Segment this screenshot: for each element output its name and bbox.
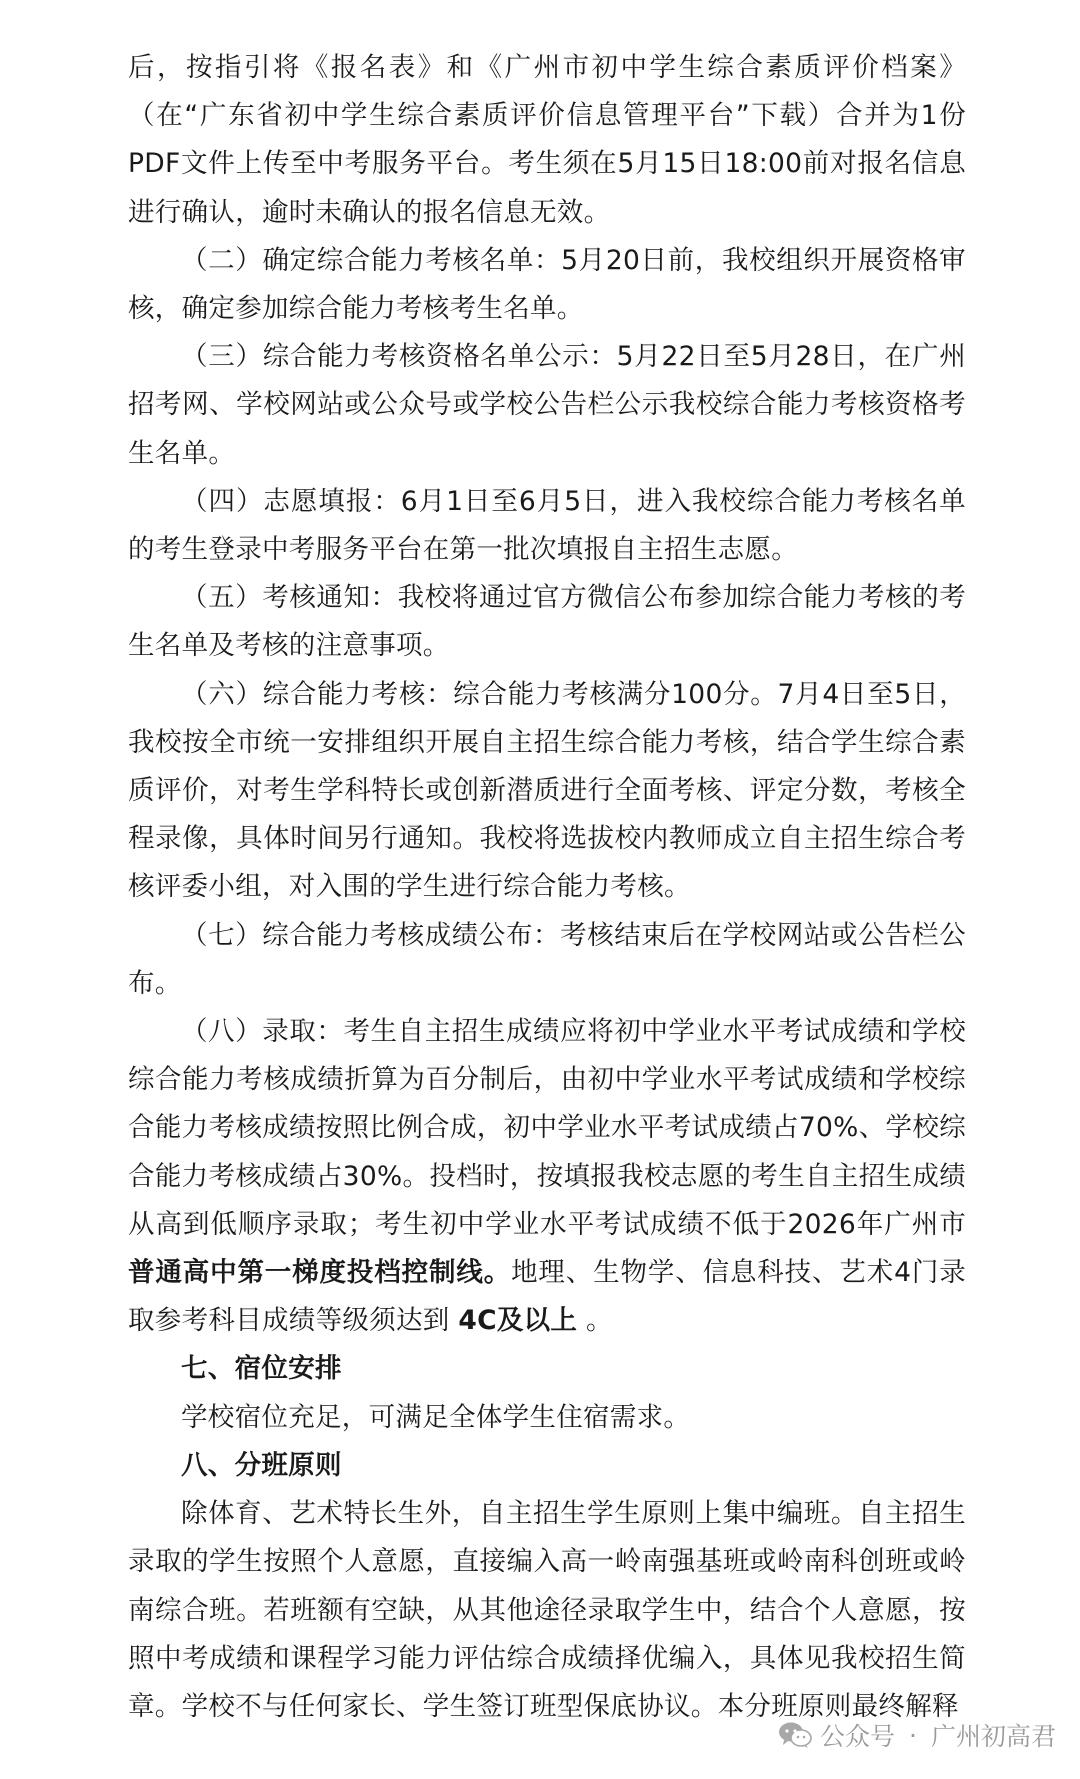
admission-text-3: 。 xyxy=(577,1305,613,1337)
paragraph-item-3: （三）综合能力考核资格名单公示：5月22日至5月28日，在广州招考网、学校网站或公众号或学校公告栏公示我校综合能力考核资格考生名单。 xyxy=(128,341,966,469)
wechat-icon xyxy=(778,1721,812,1749)
paragraph-registration-upload: 后，按指引将《报名表》和《广州市初中学生综合素质评价档案》（在“广东省初中学生综合素质评价信息管理平台”下载）合并为1份PDF文件上传至中考服务平台。考生须在5月15日18:00前对报名信息进行确认，逾时未确认的报名信息无效。 xyxy=(128,52,966,228)
admission-bold-control-line: 普通高中第一梯度投档控制线。 xyxy=(128,1257,512,1289)
watermark-separator: · xyxy=(909,1720,917,1750)
paragraph-item-2: （二）确定综合能力考核名单：5月20日前，我校组织开展资格审核，确定参加综合能力考核考生名单。 xyxy=(128,244,966,325)
admission-text-1: （八）录取：考生自主招生成绩应将初中学业水平考试成绩和学校综合能力考核成绩折算为百分制后，由初中学业水平考试成绩和学校综合能力考核成绩按照比例合成，初中学业水平考试成绩占70%、学校综合能力考核成绩占30%。投档时，按填报我校志愿的考生自主招生成绩从高到低顺序录取；考生初中学业水平考试成绩不低于2026年广州市 xyxy=(128,1016,966,1240)
section-8-body: 除体育、艺术特长生外，自主招生学生原则上集中编班。自主招生录取的学生按照个人意愿，直接编入高一岭南强基班或岭南科创班或岭南综合班。若班额有空缺，从其他途径录取学生中，结合个人意愿，按照中考成绩和课程学习能力评估综合成绩择优编入，具体见我校招生简章。学校不与任何家长、学生签订班型保底协议。本分班原则最终解释 xyxy=(128,1498,966,1722)
document-body xyxy=(128,44,966,1731)
watermark-label: 公众号 xyxy=(820,1722,896,1751)
watermark-account: 广州初高君 xyxy=(930,1722,1056,1751)
paragraph-item-4: （四）志愿填报：6月1日至6月5日，进入我校综合能力考核名单的考生登录中考服务平台在第一批次填报自主招生志愿。 xyxy=(128,485,966,566)
wechat-watermark xyxy=(778,1717,1056,1753)
paragraph-item-5: （五）考核通知：我校将通过官方微信公布参加综合能力考核的考生名单及考核的注意事项。 xyxy=(128,582,966,662)
paragraph-item-6: （六）综合能力考核：综合能力考核满分100分。7月4日至5日，我校按全市统一安排组织开展自主招生综合能力考核，结合学生综合素质评价，对考生学科特长或创新潜质进行全面考核、评定分数，考核全程录像，具体时间另行通知。我校将选拔校内教师成立自主招生综合考核评委小组，对入围的学生进行综合能力考核。 xyxy=(128,678,966,903)
admission-bold-grade: 4C及以上 xyxy=(458,1305,578,1337)
section-7-heading: 七、宿位安排 xyxy=(181,1353,342,1385)
paragraph-item-7: （七）综合能力考核成绩公布：考核结束后在学校网站或公告栏公布。 xyxy=(128,919,966,999)
admission-text-2: 地理、生物学、信息科技、艺术4门录取参考科目成绩等级须达到 xyxy=(128,1257,966,1337)
section-8-heading: 八、分班原则 xyxy=(181,1449,342,1481)
paragraph-item-8-admission xyxy=(128,1008,966,1345)
section-7-body: 学校宿位充足，可满足全体学生住宿需求。 xyxy=(181,1401,691,1433)
